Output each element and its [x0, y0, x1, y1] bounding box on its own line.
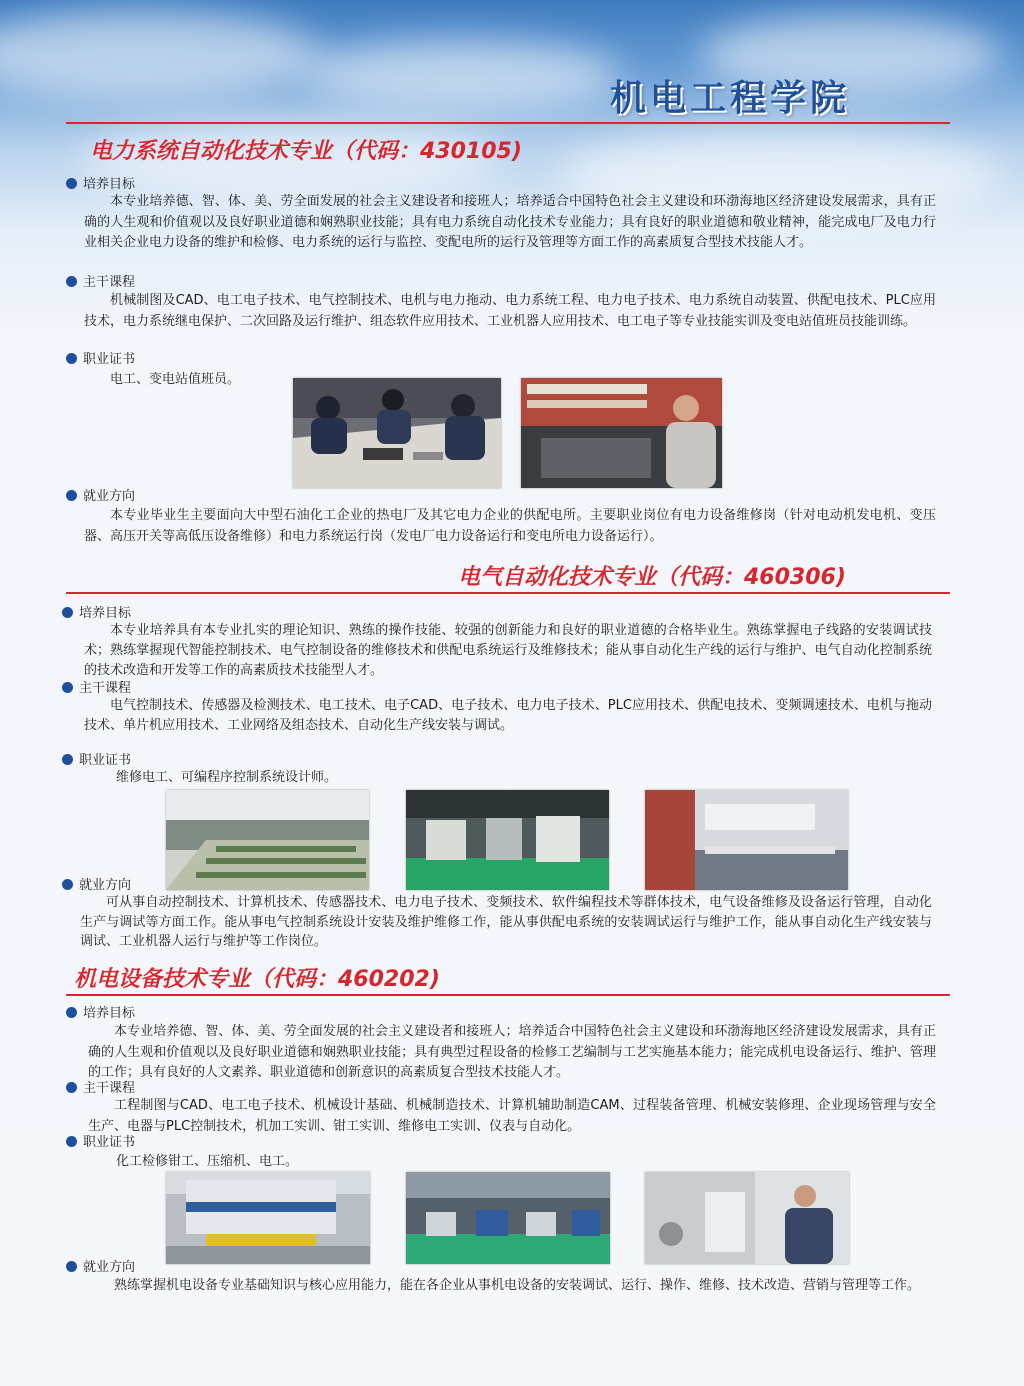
bullet-icon [66, 1261, 77, 1272]
cert-text: 化工检修钳工、压缩机、电工。 [116, 1154, 299, 1169]
cloud-decoration [0, 10, 320, 100]
cert-text: 电工、变电站值班员。 [110, 372, 241, 387]
heading-label: 主干课程 [83, 275, 136, 290]
bullet-icon [66, 353, 77, 364]
heading-label: 职业证书 [83, 352, 136, 367]
career-text: 可从事自动控制技术、计算机技术、传感器技术、电力电子技术、变频技术、软件编程技术等群体技术，电气设备维修及设备运行管理，自动化生产与调试等方面工作。能从事电气控制系统设计安装及维护维修工作，能从事供配电系统的安装调试运行与维护工作，能从事自动化生产线安装与调试、工业机器人运行与维护等工作岗位。 [80, 895, 932, 949]
bullet-icon [66, 178, 77, 189]
section-heading-cert [66, 1134, 135, 1152]
heading-label: 职业证书 [83, 1135, 136, 1150]
courses-text: 工程制图与CAD、电工电子技术、机械设计基础、机械制造技术、计算机辅助制造CAM、过程装备管理、机械安装修理、企业现场管理与安全生产、电器与PLC控制技术，机加工实训、钳工实训、维修电工实训、仪表与自动化。 [88, 1098, 936, 1134]
bullet-icon [66, 1007, 77, 1018]
photo-training-room [166, 790, 369, 890]
goal-text: 本专业培养具有本专业扎实的理论知识、熟练的操作技能、较强的创新能力和良好的职业道德的合格毕业生。熟练掌握电子线路的安装调试技术；熟练掌握现代智能控制技术、电气控制设备的维修技术和供配电系统运行及维修技术；能从事自动化生产线的运行与维护、电气自动化控制系统的技术改造和开发等工作的高素质技术技能型人才。 [84, 623, 932, 678]
photo-workshop-green [406, 790, 609, 890]
photo-teacher-panel [521, 378, 722, 488]
section-heading-career [66, 1259, 135, 1277]
divider [66, 994, 950, 996]
section-heading-cert [66, 351, 135, 369]
bullet-icon [62, 607, 73, 618]
career-text: 本专业毕业生主要面向大中型石油化工企业的热电厂及其它电力企业的供配电所。主要职业岗位有电力设备维修岗（针对电动机发电机、变压器、高压开关等高低压设备维修）和电力系统运行岗（发电厂电力设备运行和变电所电力设备运行）。 [84, 508, 936, 544]
heading-label: 主干课程 [79, 681, 132, 696]
bullet-icon [66, 1082, 77, 1093]
section-heading-courses [66, 274, 135, 292]
bullet-icon [66, 490, 77, 501]
bullet-icon [62, 754, 73, 765]
divider [66, 122, 950, 124]
heading-label: 培养目标 [83, 1006, 136, 1021]
major-title: 电力系统自动化技术专业（代码：430105) [90, 139, 522, 164]
photo-equipment-practice [645, 1172, 849, 1264]
photo-shearing-machine [166, 1172, 370, 1264]
heading-label: 职业证书 [79, 753, 132, 768]
bullet-icon [66, 1136, 77, 1147]
photo-control-lab [645, 790, 848, 890]
heading-label: 培养目标 [79, 606, 132, 621]
bullet-icon [66, 276, 77, 287]
courses-text: 机械制图及CAD、电工电子技术、电气控制技术、电机与电力拖动、电力系统工程、电力电子技术、电力系统自动装置、供配电技术、PLC应用技术，电力系统继电保护、二次回路及运行维护、组态软件应用技术、工业机器人应用技术、电工电子等专业技能实训及变电站值班员技能训练。 [84, 293, 936, 329]
section-heading-goal [66, 1005, 135, 1023]
photo-students-lab [293, 378, 501, 488]
heading-label: 培养目标 [83, 177, 136, 192]
goal-text: 本专业培养德、智、体、美、劳全面发展的社会主义建设者和接班人；培养适合中国特色社会主义建设和环渤海地区经济建设发展需求，具有正确的人生观和价值观以及良好职业道德和娴熟职业技能；具有典型过程设备的检修工艺编制与工艺实施基本能力；能完成机电设备运行、维护、管理的工作；具有良好的人文素养、职业道德和创新意识的高素质复合型技术技能人才。 [88, 1024, 936, 1080]
courses-text: 电气控制技术、传感器及检测技术、电工技术、电子CAD、电子技术、电力电子技术、PLC应用技术、供配电技术、变频调速技术、电机与拖动技术、单片机应用技术、工业网络及组态技术、自动化生产线安装与调试。 [84, 698, 932, 733]
heading-label: 就业方向 [83, 489, 136, 504]
heading-label: 就业方向 [83, 1260, 136, 1275]
bullet-icon [62, 879, 73, 890]
heading-label: 就业方向 [79, 878, 132, 893]
college-title: 机电工程学院 [610, 78, 851, 119]
divider [66, 592, 950, 594]
section-heading-career [66, 488, 135, 506]
major-title: 机电设备技术专业（代码：460202) [74, 967, 440, 992]
career-text: 熟练掌握机电设备专业基础知识与核心应用能力，能在各企业从事机电设备的安装调试、运行、操作、维修、技术改造、营销与管理等工作。 [114, 1278, 921, 1293]
photo-factory-floor [406, 1172, 610, 1264]
bullet-icon [62, 682, 73, 693]
cert-text: 维修电工、可编程序控制系统设计师。 [116, 770, 338, 785]
goal-text: 本专业培养德、智、体、美、劳全面发展的社会主义建设者和接班人；培养适合中国特色社会主义建设和环渤海地区经济建设发展需求，具有正确的人生观和价值观以及良好职业道德和娴熟职业技能；具有电力系统自动化技术专业能力；具有良好的职业道德和敬业精神，能完成电厂及电力行业相关企业电力设备的维护和检修、电力系统的运行与监控、变配电所的运行及管理等方面工作的高素质复合型技术技能人才。 [84, 194, 936, 250]
cloud-decoration [300, 40, 620, 110]
heading-label: 主干课程 [83, 1081, 136, 1096]
major-title: 电气自动化技术专业（代码：460306) [458, 565, 846, 590]
